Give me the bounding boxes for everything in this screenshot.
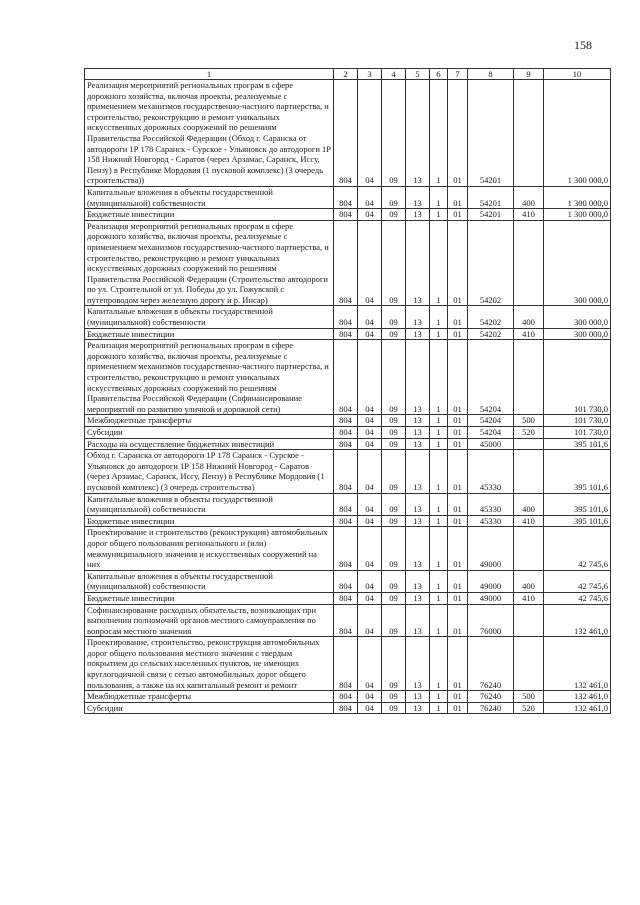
col-9-cell: 410 <box>514 515 544 527</box>
col-3-cell: 04 <box>358 427 382 439</box>
col-4-cell: 09 <box>382 592 406 604</box>
col-10-cell: 42 745,6 <box>544 570 611 592</box>
col-7-cell: 01 <box>448 604 468 637</box>
row-name-cell: Капитальные вложения в объекты государственной (муниципальной) собственности <box>85 493 334 515</box>
col-8-cell: 76240 <box>468 637 514 691</box>
table-row <box>85 702 611 714</box>
col-5-cell: 13 <box>406 493 430 515</box>
col-10-cell: 132 461,0 <box>544 604 611 637</box>
col-4-cell: 09 <box>382 570 406 592</box>
col-10-cell: 101 730,0 <box>544 415 611 427</box>
col-8-cell: 54201 <box>468 186 514 208</box>
col-5-cell: 13 <box>406 515 430 527</box>
col-6-cell: 1 <box>430 415 448 427</box>
col-2-cell: 804 <box>334 186 358 208</box>
row-name-cell: Реализация мероприятий региональных програм в сфере дорожного хозяйства, включая проекты, реализуемые с применением механизмов государственно-частного партнерства, и строительство, реконструкцию и ремонт уникальных искусственных дорожных сооружений по решениям Правительства Российской Федерации (Софинансирование мероприятий по развитию уличной и дорожной сети) <box>85 340 334 415</box>
col-9-cell <box>514 438 544 450</box>
col-5-cell: 13 <box>406 450 430 493</box>
col-4-cell: 09 <box>382 691 406 703</box>
col-3-cell: 04 <box>358 415 382 427</box>
col-6-cell: 1 <box>430 493 448 515</box>
col-2-cell: 804 <box>334 515 358 527</box>
col-4-cell: 09 <box>382 604 406 637</box>
col-5-cell: 13 <box>406 427 430 439</box>
col-2-cell: 804 <box>334 450 358 493</box>
row-name-cell: Субсидии <box>85 427 334 439</box>
col-10-cell: 101 730,0 <box>544 340 611 415</box>
col-6-cell: 1 <box>430 306 448 328</box>
col-4-cell: 09 <box>382 306 406 328</box>
col-7-cell: 01 <box>448 493 468 515</box>
row-name-cell: Субсидии <box>85 702 334 714</box>
col-3-cell: 04 <box>358 592 382 604</box>
col-7-cell: 01 <box>448 570 468 592</box>
col-7-cell: 01 <box>448 186 468 208</box>
col-8-cell: 45000 <box>468 438 514 450</box>
col-5-cell: 13 <box>406 570 430 592</box>
col-8-cell: 49000 <box>468 570 514 592</box>
col-2-cell: 804 <box>334 691 358 703</box>
col-6-cell: 1 <box>430 637 448 691</box>
col-7-cell: 01 <box>448 592 468 604</box>
row-name-cell: Обход г. Саранска от автодороги 1Р 178 Саранск - Сурское - Ульяновск до автодороги 1Р 158 Нижний Новгород - Саратов (через Арзамас, Саранск, Исcу, Пензу) в Республике Мордовия (1 пусковой комплекс) (3 очередь строительства) <box>85 450 334 493</box>
col-8-cell: 45330 <box>468 493 514 515</box>
col-3-cell: 04 <box>358 515 382 527</box>
row-name-cell: Межбюджетные трансферты <box>85 415 334 427</box>
row-name-cell: Проектирование, строительство, реконструкция автомобильных дорог общего пользования местного значения с твердым покрытием до сельских населенных пунктов, не имеющих круглогодичной связи с сетью автомобильных дорог общего пользования, а также на их капитальный ремонт и ремонт <box>85 637 334 691</box>
header-cell: 7 <box>448 69 468 80</box>
col-8-cell: 54202 <box>468 306 514 328</box>
col-2-cell: 804 <box>334 592 358 604</box>
col-10-cell: 395 101,6 <box>544 438 611 450</box>
col-6-cell: 1 <box>430 186 448 208</box>
col-9-cell <box>514 80 544 187</box>
col-10-cell: 395 101,6 <box>544 515 611 527</box>
col-8-cell: 76240 <box>468 691 514 703</box>
col-5-cell: 13 <box>406 691 430 703</box>
col-2-cell: 804 <box>334 493 358 515</box>
table-row <box>85 450 611 493</box>
col-4-cell: 09 <box>382 527 406 570</box>
col-4-cell: 09 <box>382 340 406 415</box>
header-cell: 6 <box>430 69 448 80</box>
col-3-cell: 04 <box>358 328 382 340</box>
row-name-cell: Капитальные вложения в объекты государственной (муниципальной) собственности <box>85 570 334 592</box>
col-9-cell: 400 <box>514 306 544 328</box>
col-10-cell: 132 461,0 <box>544 691 611 703</box>
col-7-cell: 01 <box>448 340 468 415</box>
row-name-cell: Реализация мероприятий региональных програм в сфере дорожного хозяйства, включая проекты, реализуемые с применением механизмов государственно-частного партнерства, и строительство, реконструкцию и ремонт уникальных искусственных дорожных сооружений по решениям Правительства Российской Федерации (Обход г. Саранска от автодороги 1Р 178 Саранск - Сурское - Ульяновск до автодороги 1Р 158 Нижний Новгород - Саратов (через Арзамас, Саранск, Исcу, Пензу) в Республике Мордовия (1 пусковой комплекс) (3 очередь строительства)) <box>85 80 334 187</box>
col-6-cell: 1 <box>430 340 448 415</box>
col-9-cell <box>514 340 544 415</box>
col-9-cell: 500 <box>514 691 544 703</box>
header-cell: 2 <box>334 69 358 80</box>
col-10-cell: 1 300 000,0 <box>544 80 611 187</box>
col-2-cell: 804 <box>334 80 358 187</box>
col-8-cell: 45330 <box>468 515 514 527</box>
col-2-cell: 804 <box>334 340 358 415</box>
col-9-cell: 520 <box>514 702 544 714</box>
col-8-cell: 54202 <box>468 328 514 340</box>
col-8-cell: 45330 <box>468 450 514 493</box>
col-7-cell: 01 <box>448 637 468 691</box>
col-8-cell: 54204 <box>468 340 514 415</box>
col-7-cell: 01 <box>448 415 468 427</box>
col-9-cell <box>514 604 544 637</box>
table-row <box>85 604 611 637</box>
col-10-cell: 395 101,6 <box>544 450 611 493</box>
table-row <box>85 691 611 703</box>
col-9-cell <box>514 220 544 306</box>
table-row <box>85 527 611 570</box>
col-4-cell: 09 <box>382 415 406 427</box>
header-cell: 4 <box>382 69 406 80</box>
col-7-cell: 01 <box>448 438 468 450</box>
row-name-cell: Бюджетные инвестиции <box>85 515 334 527</box>
row-name-cell: Бюджетные инвестиции <box>85 328 334 340</box>
page-number: 158 <box>574 38 592 52</box>
col-9-cell: 410 <box>514 592 544 604</box>
col-9-cell <box>514 450 544 493</box>
col-6-cell: 1 <box>430 328 448 340</box>
row-name-cell: Софинансирование расходных обязательств, возникающих при выполнении полномочий органов местного самоуправления по вопросам местного значения <box>85 604 334 637</box>
col-5-cell: 13 <box>406 306 430 328</box>
table-row <box>85 186 611 208</box>
row-name-cell: Капитальные вложения в объекты государственной (муниципальной) собственности <box>85 306 334 328</box>
col-5-cell: 13 <box>406 220 430 306</box>
col-5-cell: 13 <box>406 80 430 187</box>
col-9-cell: 520 <box>514 427 544 439</box>
col-7-cell: 01 <box>448 328 468 340</box>
col-4-cell: 09 <box>382 186 406 208</box>
col-4-cell: 09 <box>382 209 406 221</box>
row-name-cell: Межбюджетные трансферты <box>85 691 334 703</box>
col-9-cell: 410 <box>514 328 544 340</box>
col-8-cell: 76000 <box>468 604 514 637</box>
table-row <box>85 570 611 592</box>
col-9-cell: 400 <box>514 186 544 208</box>
col-7-cell: 01 <box>448 80 468 187</box>
col-9-cell: 410 <box>514 209 544 221</box>
col-2-cell: 804 <box>334 209 358 221</box>
col-3-cell: 04 <box>358 80 382 187</box>
col-6-cell: 1 <box>430 220 448 306</box>
col-5-cell: 13 <box>406 438 430 450</box>
col-4-cell: 09 <box>382 328 406 340</box>
col-2-cell: 804 <box>334 527 358 570</box>
col-6-cell: 1 <box>430 209 448 221</box>
col-9-cell <box>514 527 544 570</box>
col-2-cell: 804 <box>334 438 358 450</box>
col-10-cell: 1 300 000,0 <box>544 209 611 221</box>
col-6-cell: 1 <box>430 702 448 714</box>
col-2-cell: 804 <box>334 328 358 340</box>
col-3-cell: 04 <box>358 637 382 691</box>
col-8-cell: 54204 <box>468 427 514 439</box>
col-10-cell: 1 300 000,0 <box>544 186 611 208</box>
col-8-cell: 49000 <box>468 527 514 570</box>
col-8-cell: 54201 <box>468 209 514 221</box>
col-4-cell: 09 <box>382 702 406 714</box>
col-10-cell: 300 000,0 <box>544 328 611 340</box>
table-row <box>85 220 611 306</box>
col-7-cell: 01 <box>448 527 468 570</box>
col-2-cell: 804 <box>334 415 358 427</box>
col-10-cell: 395 101,6 <box>544 493 611 515</box>
col-6-cell: 1 <box>430 604 448 637</box>
col-5-cell: 13 <box>406 604 430 637</box>
col-3-cell: 04 <box>358 209 382 221</box>
col-5-cell: 13 <box>406 702 430 714</box>
col-4-cell: 09 <box>382 438 406 450</box>
col-3-cell: 04 <box>358 450 382 493</box>
col-3-cell: 04 <box>358 186 382 208</box>
col-2-cell: 804 <box>334 306 358 328</box>
table-row <box>85 427 611 439</box>
table-row <box>85 493 611 515</box>
col-10-cell: 132 461,0 <box>544 702 611 714</box>
col-5-cell: 13 <box>406 209 430 221</box>
col-4-cell: 09 <box>382 80 406 187</box>
col-2-cell: 804 <box>334 702 358 714</box>
col-3-cell: 04 <box>358 702 382 714</box>
col-3-cell: 04 <box>358 691 382 703</box>
col-5-cell: 13 <box>406 340 430 415</box>
col-6-cell: 1 <box>430 450 448 493</box>
col-5-cell: 13 <box>406 592 430 604</box>
col-10-cell: 101 730,0 <box>544 427 611 439</box>
col-7-cell: 01 <box>448 306 468 328</box>
col-2-cell: 804 <box>334 427 358 439</box>
col-4-cell: 09 <box>382 220 406 306</box>
header-cell: 3 <box>358 69 382 80</box>
row-name-cell: Проектирование и строительство (реконструкция) автомобильных дорог общего пользования регионального и (или) межмуниципального значения и искусственных сооружений на них <box>85 527 334 570</box>
col-8-cell: 54202 <box>468 220 514 306</box>
table-row <box>85 438 611 450</box>
col-4-cell: 09 <box>382 450 406 493</box>
header-cell: 9 <box>514 69 544 80</box>
col-10-cell: 300 000,0 <box>544 220 611 306</box>
col-8-cell: 76240 <box>468 702 514 714</box>
col-3-cell: 04 <box>358 438 382 450</box>
col-4-cell: 09 <box>382 515 406 527</box>
table-row <box>85 415 611 427</box>
col-2-cell: 804 <box>334 220 358 306</box>
col-7-cell: 01 <box>448 691 468 703</box>
table-row <box>85 637 611 691</box>
table-row <box>85 209 611 221</box>
col-5-cell: 13 <box>406 186 430 208</box>
col-7-cell: 01 <box>448 450 468 493</box>
col-5-cell: 13 <box>406 328 430 340</box>
header-cell: 8 <box>468 69 514 80</box>
row-name-cell: Капитальные вложения в объекты государственной (муниципальной) собственности <box>85 186 334 208</box>
header-cell: 5 <box>406 69 430 80</box>
col-2-cell: 804 <box>334 604 358 637</box>
row-name-cell: Бюджетные инвестиции <box>85 592 334 604</box>
col-2-cell: 804 <box>334 570 358 592</box>
col-7-cell: 01 <box>448 427 468 439</box>
table-row <box>85 328 611 340</box>
col-4-cell: 09 <box>382 637 406 691</box>
col-6-cell: 1 <box>430 427 448 439</box>
table-row <box>85 592 611 604</box>
col-6-cell: 1 <box>430 515 448 527</box>
col-3-cell: 04 <box>358 493 382 515</box>
col-9-cell: 400 <box>514 493 544 515</box>
row-name-cell: Реализация мероприятий региональных програм в сфере дорожного хозяйства, включая проекты, реализуемые с применением механизмов государственно-частного партнерства, и строительство, реконструкцию и ремонт уникальных искусственных дорожных сооружений по решениям Правительства Российской Федерации (Строительство автодороги по ул. Строительной от ул. Победы до ул. Гожувской с путепроводом через железную дорогу и р. Инсар) <box>85 220 334 306</box>
col-3-cell: 04 <box>358 220 382 306</box>
header-cell: 10 <box>544 69 611 80</box>
col-9-cell: 400 <box>514 570 544 592</box>
col-7-cell: 01 <box>448 702 468 714</box>
col-5-cell: 13 <box>406 637 430 691</box>
col-10-cell: 42 745,6 <box>544 592 611 604</box>
col-8-cell: 49000 <box>468 592 514 604</box>
col-3-cell: 04 <box>358 604 382 637</box>
col-8-cell: 54201 <box>468 80 514 187</box>
row-name-cell: Расходы на осуществление бюджетных инвестиций <box>85 438 334 450</box>
budget-table <box>84 68 611 714</box>
col-6-cell: 1 <box>430 691 448 703</box>
col-5-cell: 13 <box>406 527 430 570</box>
col-9-cell: 500 <box>514 415 544 427</box>
table-row <box>85 340 611 415</box>
col-6-cell: 1 <box>430 527 448 570</box>
col-10-cell: 132 461,0 <box>544 637 611 691</box>
col-8-cell: 54204 <box>468 415 514 427</box>
col-4-cell: 09 <box>382 427 406 439</box>
col-7-cell: 01 <box>448 209 468 221</box>
col-6-cell: 1 <box>430 592 448 604</box>
col-10-cell: 42 745,6 <box>544 527 611 570</box>
col-6-cell: 1 <box>430 570 448 592</box>
col-3-cell: 04 <box>358 306 382 328</box>
table-row <box>85 306 611 328</box>
table-row <box>85 515 611 527</box>
table-header-row <box>85 69 611 80</box>
row-name-cell: Бюджетные инвестиции <box>85 209 334 221</box>
col-10-cell: 300 000,0 <box>544 306 611 328</box>
col-2-cell: 804 <box>334 637 358 691</box>
col-3-cell: 04 <box>358 527 382 570</box>
col-3-cell: 04 <box>358 570 382 592</box>
table-row <box>85 80 611 187</box>
col-6-cell: 1 <box>430 80 448 187</box>
col-9-cell <box>514 637 544 691</box>
header-cell: 1 <box>85 69 334 80</box>
col-6-cell: 1 <box>430 438 448 450</box>
col-7-cell: 01 <box>448 515 468 527</box>
col-3-cell: 04 <box>358 340 382 415</box>
col-7-cell: 01 <box>448 220 468 306</box>
col-5-cell: 13 <box>406 415 430 427</box>
col-4-cell: 09 <box>382 493 406 515</box>
